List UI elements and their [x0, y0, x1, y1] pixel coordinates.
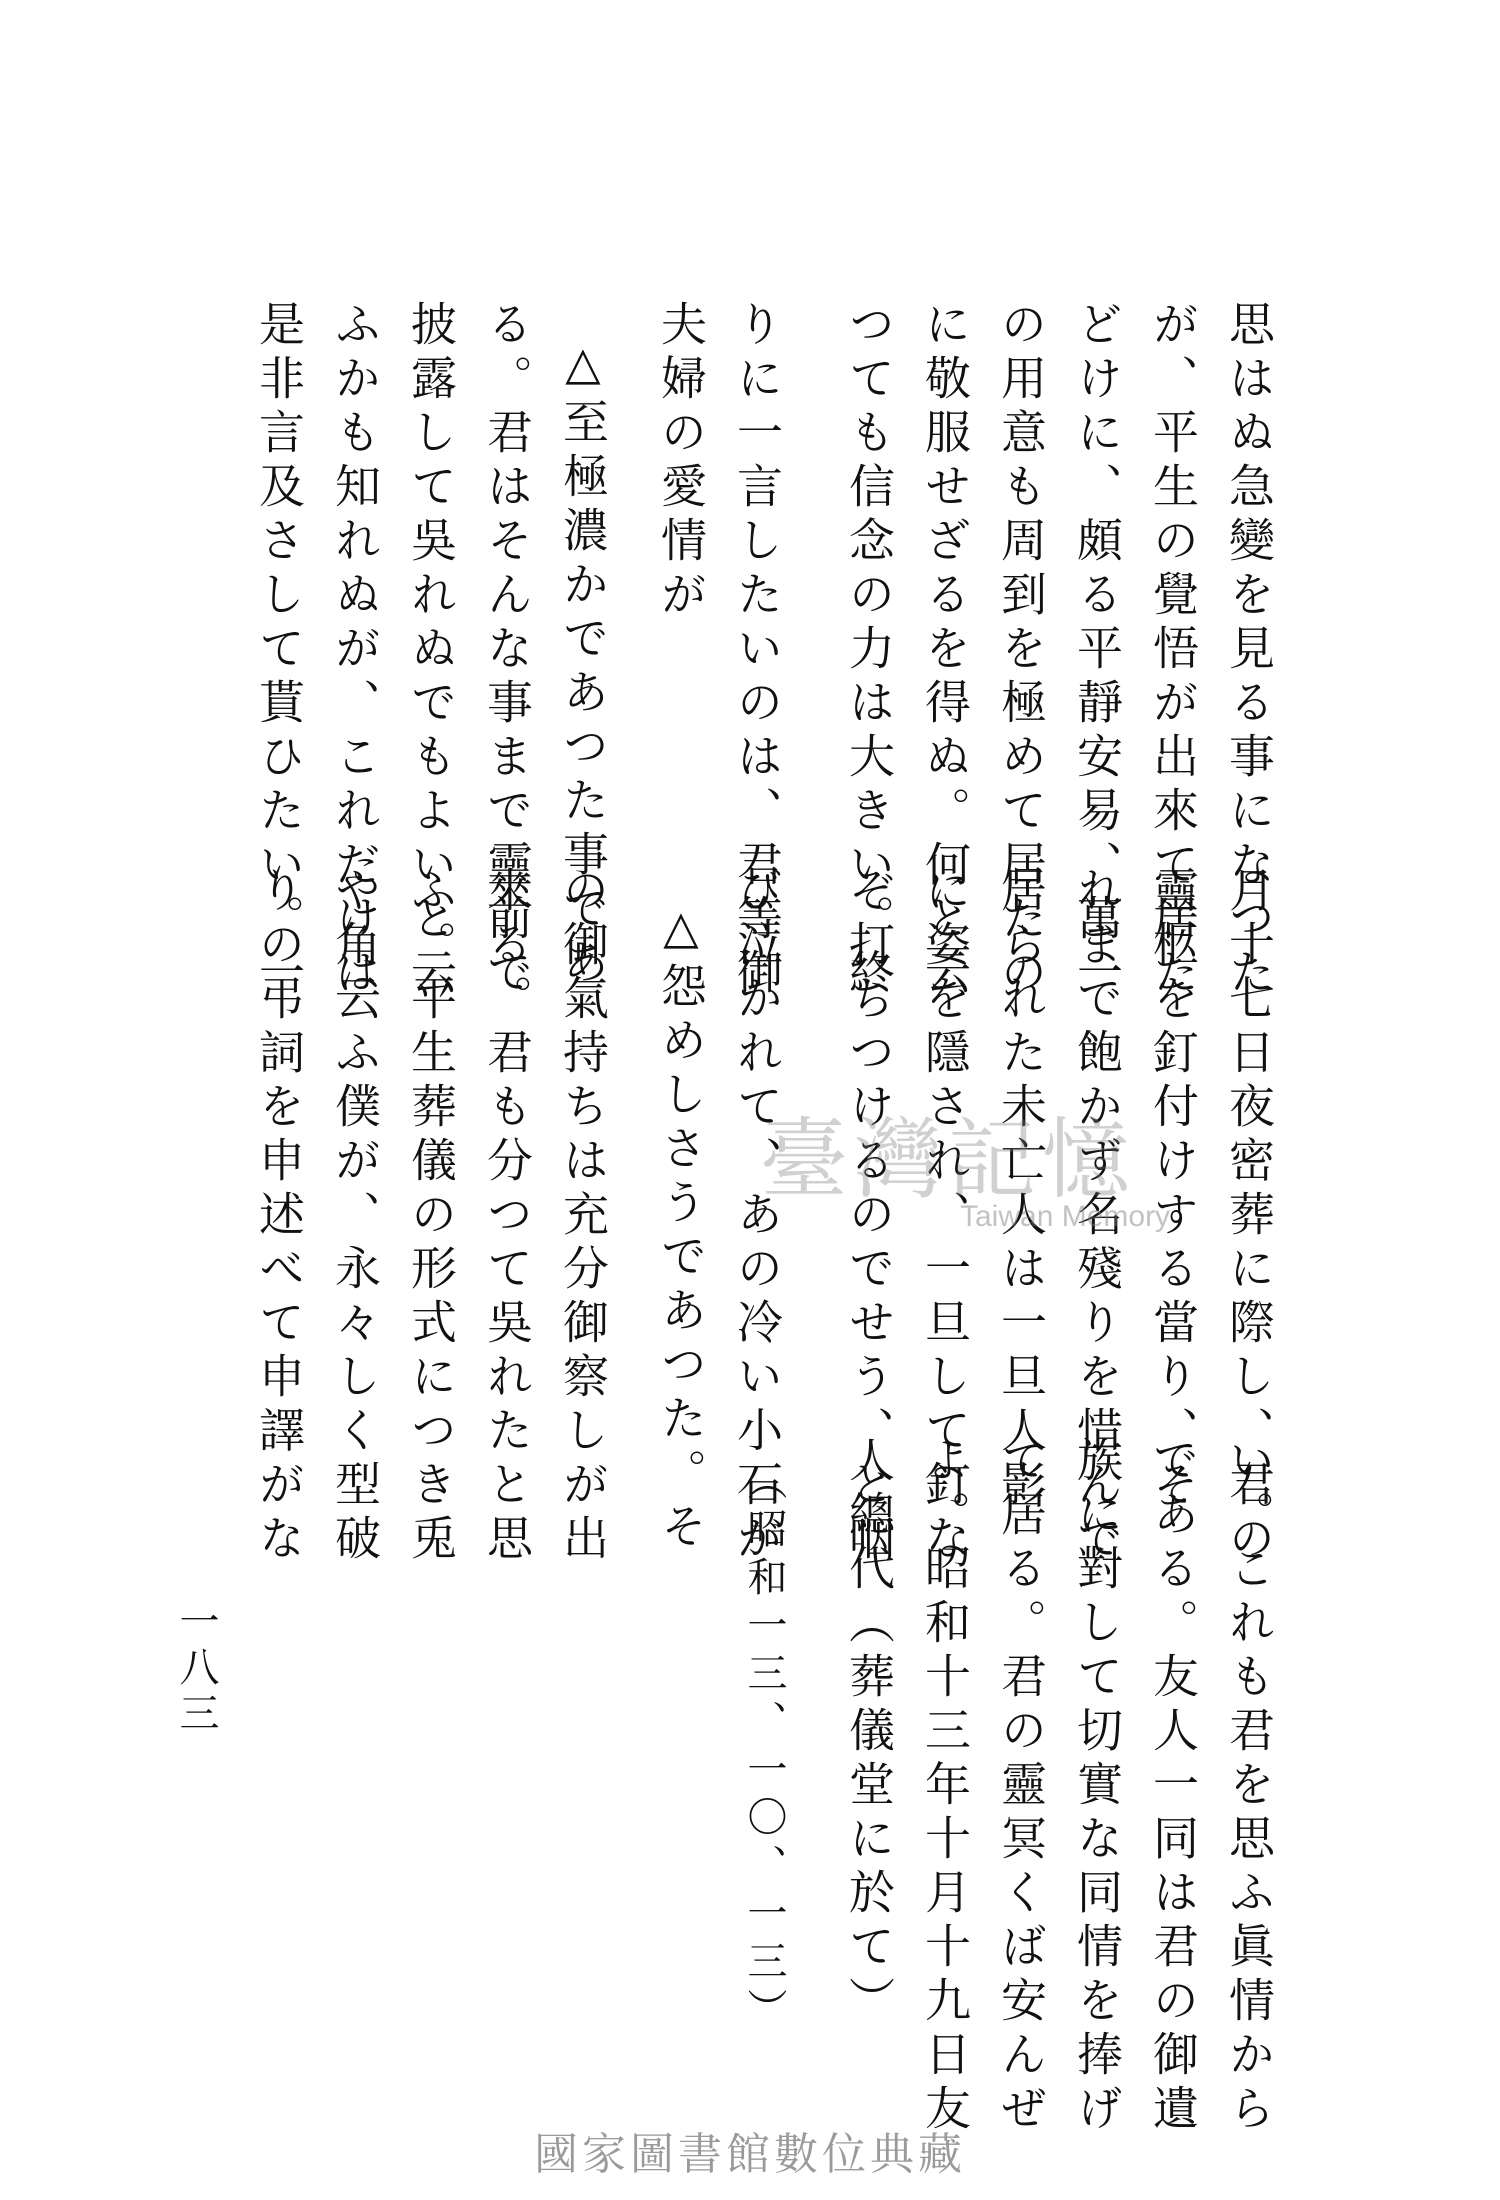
text-column-lower-5: よ。昭和十三年十月十九日友 [918, 1436, 972, 2138]
text-column-middle-13: りの弔詞を申述べて申譯がな [252, 866, 306, 1568]
text-column-middle-7: び泣かれて、あの冷い小石が [730, 866, 784, 1568]
watermark-latin-text: Taiwan Memory [960, 1200, 1171, 1233]
text-column-upper-6: つても信念の力は大きい。終 [842, 300, 896, 1002]
text-column-middle-3: れまで飽かず名殘りを惜んで [1070, 866, 1124, 1568]
footer-watermark: 國家圖書館數位典藏 [534, 2129, 966, 2180]
text-column-upper-2: が、平生の覺悟が出來て居た [1146, 300, 1200, 1002]
watermark-cjk-text: 臺灣記憶 [760, 1108, 1137, 1211]
text-column-upper-13: 是非言及さして貰ひたい。一 [252, 300, 306, 1002]
text-column-lower-3: 族に對して切實な同情を捧げ [1070, 1436, 1124, 2138]
text-column-upper-4: の用意も周到を極めて居たの [994, 300, 1048, 1002]
text-column-upper-10: る。君はそんな事まで靈前で [480, 300, 534, 1002]
text-column-upper-1: 思はぬ急變を見る事になつた [1222, 300, 1276, 1002]
text-column-upper-9: △至極濃かであつた事であ [556, 336, 610, 992]
text-column-lower-7: （昭和一三、一〇、一三） [741, 1460, 787, 2036]
text-column-lower-2: である。友人一同は君の御遺 [1146, 1436, 1200, 2138]
text-column-middle-9: の御氣持ちは充分御察しが出 [556, 866, 610, 1568]
text-column-middle-8: △怨めしさうであつた。そ [654, 900, 708, 1556]
text-column-upper-3: どけに、頗る平靜安易、萬一 [1070, 300, 1124, 1002]
text-column-middle-6: ぞ打ちつけるのでせう、と咽 [842, 866, 896, 1568]
text-column-middle-12: や角云ふ僕が、永々しく型破 [328, 866, 382, 1568]
text-column-middle-10: 來る。君も分つて吳れたと思 [480, 866, 534, 1568]
text-column-lower-4: て居る。君の靈冥くば安んぜ [994, 1436, 1048, 2138]
text-column-lower-6: 人總代（葬儀堂に於て） [842, 1436, 896, 2030]
text-column-upper-8: 夫婦の愛情が [654, 300, 708, 624]
text-column-upper-12: ふかも知れぬが、これだけは [328, 300, 382, 1002]
text-column-middle-4: 居られた未亡人は一旦人影 [994, 866, 1048, 1514]
text-column-middle-11: ふ。平生葬儀の形式につき兎 [404, 866, 458, 1568]
page-number: 一八三 [173, 1600, 219, 1738]
text-column-upper-11: 披露して吳れぬでもよいと云 [404, 300, 458, 1002]
text-column-middle-2: 靈柩を釘付けする當り、そ [1146, 866, 1200, 1514]
text-column-upper-7: りに一言したいのは、君等御 [730, 300, 784, 1002]
text-column-upper-5: に敬服せざるを得ぬ。何と云 [918, 300, 972, 1002]
text-column-lower-1: い。これも君を思ふ眞情から [1222, 1436, 1276, 2138]
text-column-middle-1: 月十七日夜密葬に際し、君の [1222, 866, 1276, 1568]
text-column-middle-5: に姿を隱され、一旦して釘な [918, 866, 972, 1568]
